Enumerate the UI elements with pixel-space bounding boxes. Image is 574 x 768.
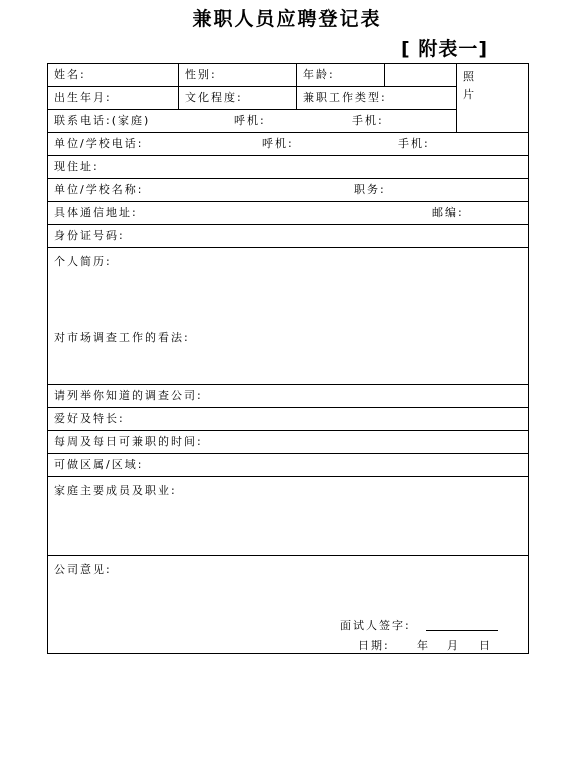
companies-field[interactable]: 请列举你知道的调查公司:: [54, 389, 203, 402]
row-family[interactable]: [48, 477, 528, 556]
family-label: 家庭主要成员及职业:: [54, 484, 177, 497]
photo-label-2: 片: [463, 88, 474, 101]
company-opinion-label: 公司意见:: [54, 563, 112, 576]
birth-date-field[interactable]: 出生年月:: [54, 91, 112, 104]
opinion-label: 对市场调查工作的看法:: [54, 331, 190, 344]
resume-label: 个人简历:: [54, 255, 112, 268]
appendix-label: [ 附表一]: [401, 38, 488, 60]
row-mailing-address: [48, 202, 528, 225]
education-field[interactable]: 文化程度:: [178, 87, 296, 109]
month-label: 月: [447, 639, 460, 652]
name-field[interactable]: 姓名:: [54, 68, 86, 81]
age-field[interactable]: 年龄:: [296, 64, 384, 86]
year-label: 年: [417, 639, 430, 652]
interviewer-signature-label: 面试人签字:: [340, 619, 411, 632]
current-address-field[interactable]: 现住址:: [54, 160, 99, 173]
row-basic-info: [48, 64, 456, 87]
photo-box[interactable]: [456, 64, 529, 133]
row-contact-phone: [48, 110, 456, 133]
row-resume[interactable]: [48, 248, 528, 385]
registration-form: [47, 63, 529, 654]
home-phone-field[interactable]: 联系电话:(家庭): [54, 114, 151, 127]
postcode-field[interactable]: 邮编:: [432, 206, 464, 219]
pager-field[interactable]: 呼机:: [234, 114, 266, 127]
row-companies: [48, 385, 528, 408]
row-education-info: [48, 87, 456, 110]
day-label: 日: [479, 639, 492, 652]
hobbies-field[interactable]: 爱好及特长:: [54, 412, 125, 425]
unit-pager-field[interactable]: 呼机:: [262, 137, 294, 150]
age-value-field[interactable]: [384, 64, 456, 86]
mobile-field[interactable]: 手机:: [352, 114, 384, 127]
date-label: 日期:: [358, 639, 390, 652]
row-hobbies: [48, 408, 528, 431]
unit-phone-field[interactable]: 单位/学校电话:: [54, 137, 144, 150]
row-address: [48, 156, 528, 179]
row-area: [48, 454, 528, 477]
gender-field[interactable]: 性别:: [178, 64, 296, 86]
unit-mobile-field[interactable]: 手机:: [398, 137, 430, 150]
form-title: 兼职人员应聘登记表: [192, 8, 382, 30]
job-type-field[interactable]: 兼职工作类型:: [296, 87, 456, 109]
row-company-opinion[interactable]: [48, 556, 528, 653]
area-field[interactable]: 可做区属/区域:: [54, 458, 144, 471]
unit-name-field[interactable]: 单位/学校名称:: [54, 183, 144, 196]
id-number-field[interactable]: 身份证号码:: [54, 229, 125, 242]
row-available-time: [48, 431, 528, 454]
position-field[interactable]: 职务:: [354, 183, 386, 196]
mailing-address-field[interactable]: 具体通信地址:: [54, 206, 138, 219]
row-id-number: [48, 225, 528, 248]
available-time-field[interactable]: 每周及每日可兼职的时间:: [54, 435, 203, 448]
photo-label-1: 照: [463, 70, 474, 83]
row-unit-phone: [48, 133, 528, 156]
row-unit-name: [48, 179, 528, 202]
signature-line[interactable]: [426, 630, 498, 631]
